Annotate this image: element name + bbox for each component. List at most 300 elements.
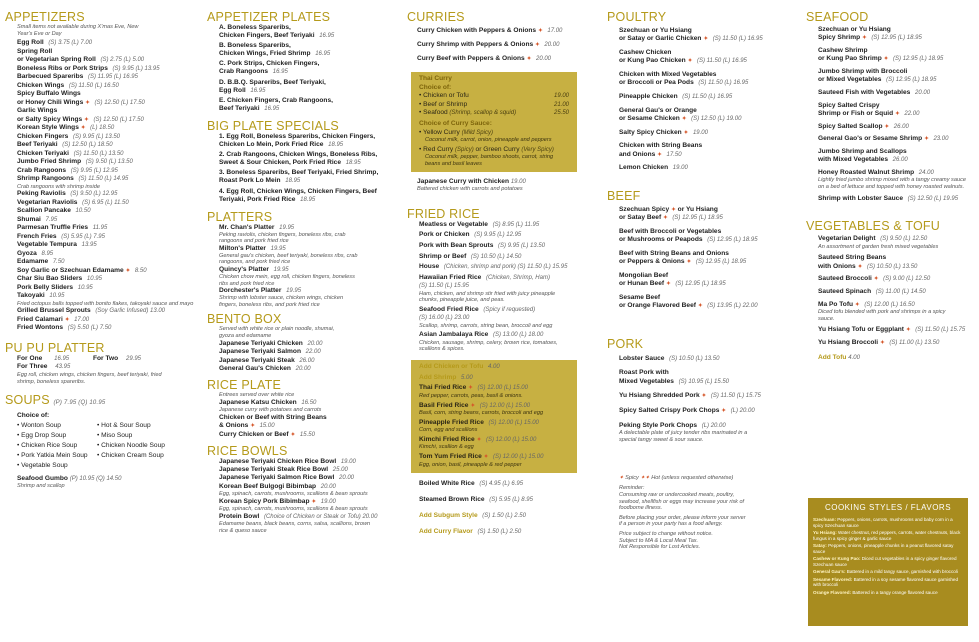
- ricebowl-item: [219, 466, 403, 474]
- fried-rice-item-name: House: [419, 263, 440, 271]
- appetizer-item: [17, 250, 203, 259]
- poultry-item-name-2: or Kung Pao Chicken: [619, 57, 686, 65]
- pork-item-name: Yu Hsiang Shredded Pork: [619, 392, 700, 400]
- spicy-pepper-icon: ✦: [535, 42, 540, 48]
- fried-rice-item-name: Shrimp or Beef: [419, 252, 467, 260]
- fried-rice-extra-item: [419, 508, 599, 524]
- vegtofu-item-name: Sauteed String Beans: [818, 254, 887, 262]
- appetizer-item-price: 8.50: [133, 267, 147, 274]
- section-title-poultry: POULTRY: [607, 10, 667, 24]
- thai-option-name: • Seafood (Shrimp, scallop & squid): [419, 109, 517, 117]
- appetizer-item-price: (S) 11.50 (L) 13.50: [71, 150, 124, 157]
- poultry-item-name: Pineapple Chicken: [619, 93, 678, 100]
- appetizer-item: [17, 133, 203, 142]
- curry-item-name: Curry Chicken with Peppers & Onions: [417, 27, 537, 34]
- appetizer-plate-item-price: 16.95: [248, 87, 266, 94]
- big-plate-item-price: 18.95: [326, 141, 344, 148]
- cooking-style-key: Cashew or Kung Pao:: [813, 556, 861, 561]
- seafood-item-price: 26.00: [891, 157, 908, 164]
- ricebowl-item-desc: Egg, spinach, carrots, mushrooms, scallions & bean sprouts: [219, 506, 368, 513]
- ricebowl-item: [219, 483, 403, 491]
- spacer: [207, 204, 403, 206]
- fried-rice-special-item-price: 4.00: [486, 364, 500, 371]
- seafood-item-name: Cashew Shrimp: [818, 47, 868, 54]
- seafood-item: [818, 169, 976, 177]
- spicy-pepper-icon: ✦: [701, 393, 707, 400]
- appetizer-item-price: (S) 9.95 (L) 13.95: [110, 65, 160, 72]
- soup-option: • Chicken Cream Soup: [97, 451, 164, 459]
- spacer: [806, 165, 976, 167]
- ricebowl-item-price: (Choice of Chicken or Steak or Tofu) 20.00: [262, 513, 378, 520]
- appetizer-item: [17, 267, 203, 276]
- spicy-pepper-icon: ✦: [657, 151, 662, 158]
- cooking-style-line: [808, 529, 968, 542]
- fried-rice-special-item-desc: Corn, egg and scallions: [419, 427, 478, 434]
- fried-rice-special-item-price: 5.00: [459, 374, 473, 381]
- spicy-pepper-icon: ✦: [311, 498, 317, 505]
- appetizer-item: [17, 284, 203, 293]
- fried-rice-item-price: (S) 9.95 (L) 13.50: [496, 242, 546, 249]
- legend-hot-note: (unless requested otherwise): [661, 475, 734, 482]
- appetizer-item-price: 10.95: [76, 284, 93, 291]
- fried-rice-item: [419, 331, 599, 339]
- spicy-pepper-icon: ✦: [721, 407, 727, 414]
- appetizer-item: [17, 48, 203, 57]
- japanese-curry-desc: Battered chicken with carrots and potatoes: [417, 186, 523, 193]
- appetizer-plates-list: [207, 24, 403, 115]
- disclaimer: [619, 485, 749, 550]
- riceplate-list: [207, 399, 403, 440]
- spacer: [607, 267, 802, 269]
- ricebowl-item: [219, 513, 403, 521]
- beef-item-name-2: or Satay Beef: [619, 214, 662, 222]
- appetizer-item-price: (S) 9.95 (L) 13.50: [71, 133, 121, 140]
- riceplate-item: [219, 414, 403, 423]
- pork-item: [619, 369, 802, 386]
- ricebowls-list: [207, 458, 403, 535]
- vegtofu-item-price: (S) 12.00 (L) 16.50: [862, 301, 915, 308]
- appetizer-plate-item-name: A. Boneless Spareribs,: [219, 24, 291, 31]
- big-plate-list: [207, 133, 403, 206]
- appetizer-item-price: 7.95: [43, 216, 58, 223]
- column-2: [207, 0, 403, 642]
- appetizer-item-price: 17.00: [72, 316, 90, 323]
- spicy-pepper-icon: ✦: [468, 385, 473, 392]
- cooking-styles-box: [808, 498, 968, 626]
- fried-rice-special-item-desc: Kimchi, scallion & egg: [419, 444, 474, 451]
- spicy-pepper-icon: ✦: [883, 56, 889, 63]
- thai-option-note: (Shrimp, scallop & squid): [447, 110, 517, 117]
- cooking-style-key: Yu Hsiang:: [813, 530, 837, 535]
- section-title-appetizer-plates: APPETIZER PLATES: [207, 10, 331, 24]
- beef-item: [619, 206, 802, 223]
- poultry-item-name: Chicken with Mixed Vegetables: [619, 71, 717, 78]
- beef-item: [619, 294, 802, 311]
- appetizer-item: [17, 99, 203, 108]
- beef-item-name-2: or Orange Flavored Beef: [619, 302, 696, 310]
- appetizer-item-price: (Soy Garlic Infused) 13.00: [93, 308, 166, 315]
- beef-item-price: (S) 12.95 (L) 18.95: [705, 237, 758, 244]
- fried-rice-special-item-name: Kimchi Fried Rice: [419, 436, 475, 443]
- spacer: [607, 401, 802, 403]
- red-green-curry: [419, 146, 577, 155]
- fried-rice-special-item-desc: Red pepper, carrots, peas, basil & onions.: [419, 392, 523, 399]
- appetizer-plate-item-name-2: Crab Rangoons: [219, 68, 269, 76]
- pork-item-name: Spicy Salted Crispy Pork Chops: [619, 406, 720, 414]
- appetizer-item-desc: Crab rangoons with shrimp inside: [17, 183, 101, 190]
- riceplate-item-desc: Japanese curry with potatoes and carrots: [219, 407, 322, 414]
- thai-curry-choice: Choice of:: [419, 83, 452, 91]
- appetizer-item-price: (S) 9.95 (L) 12.95: [69, 167, 118, 174]
- fried-rice-item-price: (S) 8.95 (L) 11.95: [490, 221, 540, 228]
- fried-rice-special-item: [419, 363, 577, 371]
- curry-item: [417, 38, 599, 52]
- cooking-style-value: Diced cut vegetables in a spicy ginger flavored Szechuan sauce: [813, 556, 957, 567]
- ricebowl-item: [219, 458, 403, 466]
- vegtofu-item-name: Sauteed Spinach: [818, 287, 872, 295]
- spacer: [607, 311, 802, 313]
- riceplate-item-price: 15.50: [298, 431, 315, 438]
- appetizer-item-name: Spring Roll: [17, 47, 53, 55]
- vegtofu-item: [818, 254, 976, 271]
- curry-item-name: Curry Shrimp with Peppers & Onions: [417, 41, 534, 48]
- ricebowl-item-name: Korean Beef Bulgogi Bibimbap: [219, 482, 317, 490]
- fried-rice-gold-box: [411, 360, 577, 473]
- spacer: [607, 88, 802, 90]
- soups-choice: Choice of:: [17, 412, 50, 420]
- appetizer-plate-item-price: 16.95: [262, 105, 280, 112]
- fried-rice-special-item-name: Pineapple Fried Rice: [419, 418, 484, 426]
- section-title-pork: PORK: [607, 336, 644, 351]
- bento-item-price: 26.00: [297, 357, 315, 364]
- soup-option: • Egg Drop Soup: [17, 431, 67, 439]
- thai-curry-title: Thai Curry: [419, 75, 452, 82]
- fried-rice-item-name: Asian Jambalaya Rice: [419, 331, 489, 339]
- pork-item-price: (S) 10.50 (L) 13.50: [667, 355, 720, 362]
- appetizer-item-price: (S) 6.95 (L) 11.50: [80, 199, 129, 206]
- appetizer-item: [17, 307, 203, 316]
- cooking-style-line: [808, 555, 968, 568]
- fried-rice-special-item: [419, 419, 577, 427]
- pork-item-price: (S) 11.50 (L) 15.75: [709, 393, 761, 400]
- disclaimer-line: Before placing your order, please inform your server if a person in your party has a food allergy.: [619, 514, 746, 528]
- spicy-pepper-icon: ✦: [538, 28, 543, 34]
- appetizer-item-price: (S) 12.50 (L) 18.50: [60, 142, 113, 149]
- platter-item-price: 19.95: [277, 224, 295, 231]
- appetizer-item: [17, 258, 203, 267]
- seafood-item: [818, 26, 976, 43]
- section-title-platters: PLATTERS: [207, 209, 273, 224]
- fried-rice-special-item-price: (S) 12.00 (L) 15.00: [486, 419, 539, 426]
- poultry-item-price: 19.00: [671, 165, 688, 172]
- appetizer-plate-item-price: 16.95: [317, 33, 335, 39]
- seafood-item: [818, 89, 976, 97]
- appetizer-item-name: Garlic Wings: [17, 107, 58, 115]
- fried-rice-extra-item: [419, 524, 599, 540]
- soups-options: [17, 421, 203, 471]
- appetizer-plate-item-name: B. Boneless Spareribs,: [219, 42, 291, 50]
- big-plate-item-name: 1. Egg Roll, Boneless Spareribs, Chicken Fingers, Chicken Lo Mein, Pork Fried Rice: [219, 132, 376, 148]
- fried-rice-item: [419, 263, 599, 271]
- fried-rice-special-item-price: (S) 12.00 (L) 15.00: [491, 454, 544, 461]
- vegtofu-item-desc: Diced tofu blended with pork and shrimps in a spicy sauce.: [818, 308, 946, 322]
- seafood-item: [818, 148, 976, 165]
- ricebowl-item-price: 25.00: [331, 466, 348, 473]
- japanese-curry-price: 19.00: [510, 178, 526, 185]
- fried-rice-special-item: [419, 384, 577, 392]
- riceplate-item-name: & Onions: [219, 422, 249, 430]
- pupu-two-label: For Two: [92, 354, 119, 362]
- spicy-pepper-icon: ✦: [250, 423, 255, 430]
- column-4: [607, 0, 802, 642]
- appetizer-item-name: Vegetarian Raviolis: [17, 198, 78, 206]
- fried-rice-extra-item-name: Steamed Brown Rice: [419, 496, 485, 504]
- appetizer-item-price: (S) 5.50 (L) 7.50: [66, 325, 112, 332]
- bento-item-name: Japanese Teriyaki Steak: [219, 356, 295, 364]
- platter-item: [219, 245, 403, 253]
- big-plate-item-name: 4. Egg Roll, Chicken Wings, Chicken Fingers, Beef Teriyaki, Pork Fried Rice: [219, 187, 377, 203]
- bento-item: [219, 340, 403, 349]
- add-tofu-item: [818, 354, 976, 363]
- spicy-pepper-icon: ✦: [85, 99, 90, 106]
- fried-rice-item: [419, 274, 599, 291]
- poultry-item-name-2: or Sesame Chicken: [619, 115, 680, 122]
- spicy-pepper-icon: ✦: [683, 129, 689, 136]
- vegtofu-item-name: Sauteed Broccoli: [818, 275, 872, 283]
- appetizer-item: [17, 90, 203, 99]
- appetizer-item-name: Edamame: [17, 258, 49, 266]
- spicy-pepper-icon: ✦: [697, 303, 703, 310]
- appetizer-item: [17, 116, 203, 125]
- fried-rice-special-item-name: Add Chicken or Tofu: [419, 363, 484, 371]
- appetizer-plate-item: [219, 42, 403, 58]
- appetizer-plate-item-name: E. Chicken Fingers, Crab Rangoons,: [219, 96, 333, 104]
- disclaimer-line: Consuming raw or undercooked meats, poultry, seafood, shellfish or eggs may increase your risk of foodborne illness.: [619, 491, 745, 512]
- thai-option-price: 25.50: [553, 110, 569, 117]
- spicy-pepper-icon: ✦: [857, 263, 863, 270]
- section-title-big-plate-specials: BIG PLATE SPECIALS: [207, 118, 339, 133]
- seafood-gumbo-item: [17, 475, 203, 484]
- seafood-item: [818, 102, 976, 119]
- spicy-pepper-icon: ✦: [663, 215, 668, 222]
- spacer: [607, 44, 802, 46]
- appetizer-item-name: Fried Wontons: [17, 324, 64, 332]
- gumbo-desc: Shrimp and scallop: [17, 483, 65, 490]
- beef-item-price: (S) 12.95 (L) 18.95: [673, 281, 726, 288]
- appetizer-item-name: or Salty Spicy Wings: [17, 115, 83, 123]
- appetizer-item-price: 10.95: [85, 276, 102, 283]
- beef-item: [619, 228, 802, 245]
- seafood-item-name-2: Spicy Shrimp: [818, 34, 861, 42]
- spicy-pepper-icon: ✦: [873, 276, 879, 283]
- fried-rice-item-name: Pork or Chicken: [419, 231, 470, 239]
- poultry-item-price: (S) 12.50 (L) 19.00: [689, 116, 742, 122]
- fried-rice-item-desc: Scallop, shrimp, carrots, string bean, broccoli and egg: [419, 322, 553, 329]
- seafood-item-price: (S) 12.95 (L) 18.95: [891, 56, 944, 63]
- platter-item-price: 19.95: [284, 288, 302, 295]
- appetizer-item-name: Jumbo Fried Shrimp: [17, 158, 82, 166]
- fried-rice-special-item-name: Basil Fried Rice: [419, 401, 469, 409]
- poultry-list: [607, 27, 802, 175]
- thai-option-price: 19.00: [553, 93, 569, 100]
- appetizer-item: [17, 73, 203, 82]
- soups-left-list: [17, 421, 97, 471]
- ricebowl-item-price: 19.00: [319, 498, 336, 505]
- poultry-item-name: Lemon Chicken: [619, 164, 669, 172]
- bento-item: [219, 348, 403, 357]
- legend-hot: Hot: [651, 475, 660, 482]
- vegtofu-item-name: Ma Po Tofu: [818, 300, 854, 308]
- spicy-pepper-icon: ✦: [905, 327, 911, 334]
- fried-rice-item-price-2: (S) 11.50 (L) 15.95: [419, 283, 469, 290]
- section-title-soups: [5, 393, 203, 410]
- spicy-pepper-icon: ✦: [666, 281, 671, 288]
- spicy-pepper-icon: ✦: [526, 56, 532, 62]
- seafood-item-name-2: or Mixed Vegetables: [818, 76, 882, 84]
- spacer: [806, 85, 976, 87]
- legend-spicy: Spicy: [625, 475, 639, 482]
- appetizer-item-price: (S) 9.50 (L) 13.50: [84, 159, 133, 166]
- red-curry-desc: Coconut milk, pepper, bamboo shoots, carrot, string beans and basil leaves: [425, 154, 554, 167]
- appetizer-item-name: Parmesan Truffle Fries: [17, 224, 89, 232]
- appetizer-item-desc: Fried octopus balls topped with bonito flakes, takoyaki sauce and mayo: [17, 300, 194, 307]
- appetizer-item-name: Grilled Brussel Sprouts: [17, 307, 91, 315]
- appetizer-item-name: Gyoza: [17, 249, 37, 257]
- appetizer-item: [17, 167, 203, 176]
- big-plate-item-price: 18.95: [344, 160, 361, 167]
- pupu-row-2: [17, 363, 203, 372]
- appetizer-item-price: 11.95: [91, 225, 108, 232]
- poultry-item: [619, 107, 802, 124]
- appetizer-item: [17, 124, 203, 133]
- fried-rice-extra-item-price: (S) 1.50 (L) 2.50: [475, 529, 522, 536]
- fried-rice-item-name: Meatless or Vegetable: [419, 220, 488, 228]
- spacer: [806, 347, 976, 349]
- section-title-appetizers: APPETIZERS: [5, 10, 85, 24]
- appetizer-item-name: Pork Belly Sliders: [17, 283, 74, 291]
- seafood-item-price: 26.00: [892, 123, 909, 130]
- platters-list: [207, 224, 403, 309]
- cooking-style-value: Peppers, onions, carrots, mushrooms and baby corn in a spicy Szechuan sauce: [813, 517, 953, 528]
- hot-pepper-icon: ✦✦: [640, 475, 650, 482]
- spacer: [607, 386, 802, 388]
- vegtofu-item-price: (S) 10.50 (L) 13.50: [865, 263, 918, 270]
- big-plate-item-name: 2. Crab Rangoons, Chicken Wings, Boneless Ribs, Sweet & Sour Chicken, Pork Fried Rice: [219, 151, 378, 167]
- seafood-item-price: 20.00: [913, 90, 931, 96]
- seafood-list: [806, 26, 976, 205]
- soup-option: • Vegetable Soup: [17, 461, 68, 469]
- vegtofu-item-price: (S) 11.00 (L) 14.50: [874, 288, 926, 295]
- section-title-bento-box: BENTO BOX: [207, 312, 282, 327]
- platter-item: [219, 224, 403, 232]
- pork-item: [619, 407, 802, 415]
- fried-rice-special-item: [419, 436, 577, 444]
- spicy-pepper-icon: ✦: [884, 123, 890, 130]
- cooking-style-line: [808, 589, 968, 597]
- fried-rice-special-item-name: Tom Yum Fried Rice: [419, 453, 482, 461]
- pupu-desc: Egg roll, chicken wings, chicken fingers, beef teriyaki, fried shrimp, boneless spareribs.: [17, 372, 162, 385]
- bento-item-name: Japanese Teriyaki Chicken: [219, 339, 303, 347]
- platter-item-desc: Shrimp with lobster sauce, chicken wings, chicken fingers, boneless ribs, and pork fried rice: [219, 295, 344, 308]
- spacer: [806, 284, 976, 286]
- poultry-item: [619, 164, 802, 172]
- ricebowl-item-desc: Edamame beans, black beans, corns, salsa, scallions, brown rice & queso sauce: [219, 521, 371, 534]
- platter-item-name: Dorchester's Platter: [219, 287, 282, 295]
- appetizer-item-price: 8.95: [39, 250, 54, 257]
- gumbo-price: (P) 10.95 (Q) 14.50: [69, 475, 122, 482]
- seafood-item-name: Jumbo Shrimp and Scallops: [818, 147, 907, 155]
- curry-item: [417, 52, 599, 66]
- thai-sauce-title: Choice of Curry Sauce:: [419, 119, 492, 127]
- yellow-curry-spice: (Mild Spicy): [461, 129, 493, 136]
- appetizer-item-name: Chicken Teriyaki: [17, 149, 69, 157]
- thai-option-price: 21.00: [553, 101, 569, 108]
- spacer: [806, 335, 976, 337]
- appetizer-item-name: Chicken Wings: [17, 81, 65, 89]
- disclaimer-line: Not Responsible for Lost Articles.: [619, 544, 701, 551]
- fried-rice-item-price: (S) 13.00 (L) 18.00: [491, 332, 544, 339]
- cooking-style-line: [808, 568, 968, 576]
- appetizers-note: Small items not available during X'mas Eve, New Year's Eve or Day: [17, 24, 139, 37]
- fried-rice-item: [419, 242, 599, 250]
- appetizer-item-name: Barbecued Spareribs: [17, 73, 84, 81]
- appetizer-plate-item-name: D. B.B.Q. Spareribs, Beef Teriyaki,: [219, 78, 326, 86]
- seafood-item-name: Szechuan or Yu Hsiang: [818, 26, 891, 33]
- spacer: [411, 468, 577, 470]
- fried-rice-extra-item: [419, 492, 599, 508]
- fried-rice-special-item: [419, 402, 577, 410]
- appetizer-item-name: Peking Raviolis: [17, 190, 66, 198]
- appetizer-item: [17, 207, 203, 216]
- pupu-row-1: [17, 355, 203, 364]
- poultry-item-name-2: and Onions: [619, 150, 656, 158]
- cooking-style-value: Peppers, onions, pineapple chunks in a peanut flavored satay sauce: [813, 543, 954, 554]
- seafood-item-name-2: Shrimp or Fish or Squid: [818, 110, 894, 117]
- thai-option-name: • Beef or Shrimp: [419, 100, 468, 108]
- pork-item: [619, 422, 802, 430]
- appetizer-item-price: 7.50: [51, 259, 65, 266]
- fried-rice-extra-item-name: Add Curry Flavor: [419, 528, 473, 536]
- spacer: [607, 66, 802, 68]
- appetizer-plate-item-name-2: Chicken Wings, Fried Shrimp: [219, 50, 311, 58]
- appetizer-item-price: (S) 12.50 (L) 17.50: [91, 116, 144, 123]
- fried-rice-item-price: (Spicy if requested): [481, 306, 536, 313]
- fried-rice-extra-item-price: (S) 1.50 (L) 2.50: [480, 513, 526, 520]
- pork-item: [619, 392, 802, 400]
- spicy-pepper-icon: ✦: [483, 454, 489, 461]
- ricebowl-item-name: Korean Spicy Pork Bibimbap: [219, 497, 310, 505]
- cooking-style-line: [808, 576, 968, 589]
- seafood-item: [818, 123, 976, 131]
- pork-item-name: Peking Style Pork Chops: [619, 421, 698, 429]
- seafood-item-price: 22.00: [902, 111, 920, 117]
- pupu-one-price: 16.95: [54, 355, 70, 362]
- appetizer-item-price: 10.50: [73, 208, 91, 215]
- thai-option: [419, 109, 569, 118]
- platter-item-desc: General gau's chicken, beef teriyaki, boneless ribs, crab rangoons, and pork fried rice: [219, 252, 358, 266]
- appetizer-item-price: 13.95: [79, 242, 97, 249]
- fried-rice-item-desc: Chicken, sausage, shrimp, celery, brown rice, tomatoes, scallions & spices.: [419, 339, 558, 353]
- appetizer-item-name: Fried Calamari: [17, 315, 63, 323]
- curries-list: [405, 24, 599, 66]
- poultry-item: [619, 71, 802, 88]
- soups-price: (P) 7.95 (Q) 10.95: [53, 400, 106, 407]
- vegtofu-item-price: (S) 9.50 (L) 12.50: [878, 236, 928, 243]
- appetizer-item-price: (S) 5.95 (L) 7.95: [59, 233, 105, 240]
- add-tofu-label: Add Tofu: [818, 353, 847, 361]
- fried-rice-extra-item: [419, 476, 599, 492]
- spacer: [806, 118, 976, 120]
